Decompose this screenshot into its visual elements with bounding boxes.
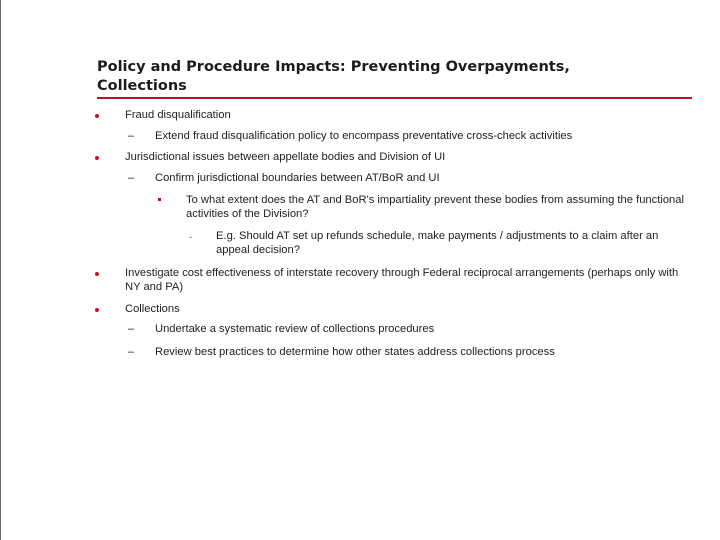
title-line-1: Policy and Procedure Impacts: Preventing Overpayments, (97, 59, 570, 75)
bullet-level1: Jurisdictional issues between appellate bodies and Division of UI (125, 151, 446, 163)
bullet-level2: Undertake a systematic review of collections procedures (155, 323, 435, 335)
title-divider (97, 97, 692, 99)
bullet-dot-icon (95, 308, 99, 312)
bullet-level3: To what extent does the AT and BoR's impartiality prevent these bodies from assuming the functional activities of the Division? (186, 194, 684, 220)
dash-icon: – (128, 323, 135, 335)
dash-icon: – (128, 130, 135, 142)
bullet-level2: Review best practices to determine how other states address collections process (155, 346, 555, 358)
bullet-dot-icon (95, 272, 99, 276)
slide-title (97, 58, 697, 96)
bullet-level4: E.g. Should AT set up refunds schedule, make payments / adjustments to a claim after an appeal decision? (216, 230, 659, 256)
bullet-dot-icon (95, 114, 99, 118)
bullet-level1: Collections (125, 303, 180, 315)
title-line-2: Collections (97, 78, 187, 94)
dash-icon: – (128, 172, 135, 184)
bullet-level2: Extend fraud disqualification policy to encompass preventative cross-check activities (155, 130, 573, 142)
bullet-level2: Confirm jurisdictional boundaries between AT/BoR and UI (155, 172, 440, 184)
dash-icon: – (128, 346, 135, 358)
bullet-level1: Investigate cost effectiveness of interstate recovery through Federal reciprocal arrangements (perhaps only with NY and PA) (125, 267, 679, 293)
square-bullet-icon (158, 198, 161, 201)
bullet-level1: Fraud disqualification (125, 109, 231, 121)
bullet-dot-icon (95, 156, 99, 160)
tick-icon: - (189, 232, 192, 242)
